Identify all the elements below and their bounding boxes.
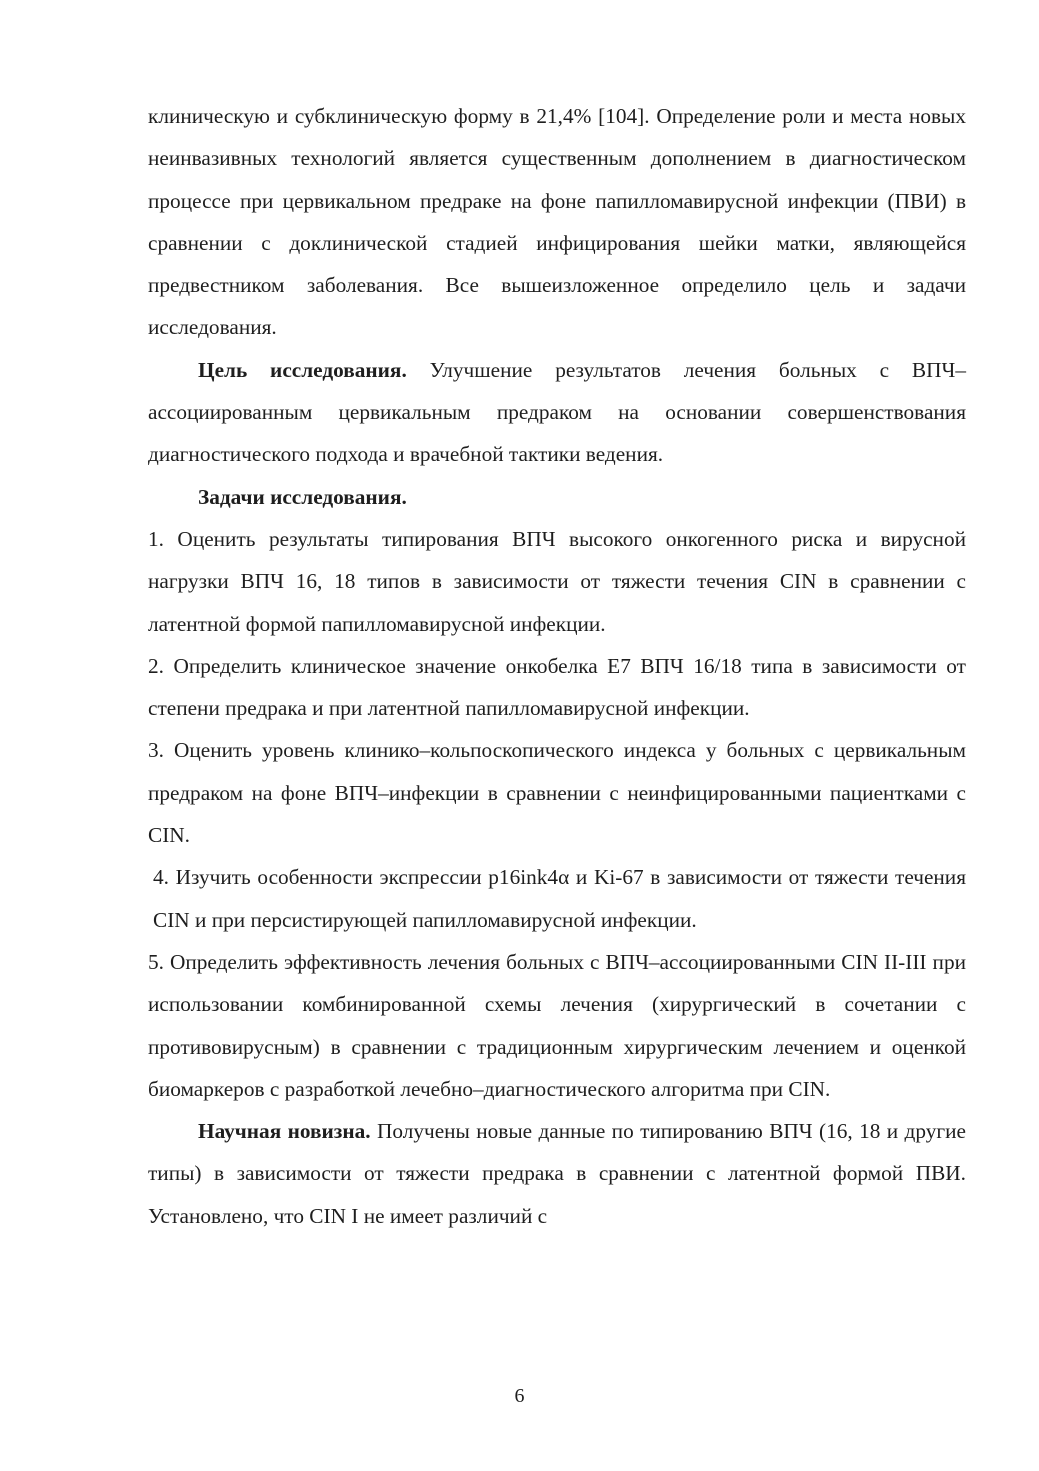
tasks-heading: Задачи исследования.	[198, 484, 407, 509]
goal-text: Улучшение результатов лечения больных с ВПЧ–ассоциированным цервикальным предраком на основании совершенствования диагностического подхода и врачебной тактики ведения.	[148, 357, 966, 467]
task-item-3: 3. Оценить уровень клинико–кольпоскопического индекса у больных с цервикальным предраком на фоне ВПЧ–инфекции в сравнении с неинфицированными пациентками с CIN.	[148, 738, 966, 848]
task-item-4: 4. Изучить особенности экспрессии p16ink4α и Ki-67 в зависимости от тяжести течения CIN и при персистирующей папилломавирусной инфекции.	[153, 865, 966, 932]
intro-paragraph: клиническую и субклиническую форму в 21,4% [104]. Определение роли и места новых неинвазивных технологий является существенным дополнением в диагностическом процессе при цервикальном предраке на фоне папилломавирусной инфекции (ПВИ) в сравнении с доклинической стадией инфицирования шейки матки, являющейся предвестником заболевания. Все вышеизложенное определило цель и задачи исследования.	[148, 104, 966, 340]
task-item-1: 1. Оценить результаты типирования ВПЧ высокого онкогенного риска и вирусной нагрузки ВПЧ 16, 18 типов в зависимости от тяжести течения CIN в сравнении с латентной формой папилломавирусной инфекции.	[148, 526, 966, 636]
goal-paragraph	[148, 349, 966, 476]
page-number: 6	[514, 1385, 525, 1407]
novelty-paragraph	[148, 1110, 966, 1237]
document-body	[148, 95, 966, 1237]
goal-heading: Цель исследования.	[198, 357, 407, 382]
tasks-heading-paragraph	[148, 476, 966, 518]
task-item-2: 2. Определить клиническое значение онкобелка Е7 ВПЧ 16/18 типа в зависимости от степени предрака и при латентной папилломавирусной инфекции.	[148, 653, 966, 721]
task-item-5: 5. Определить эффективность лечения больных с ВПЧ–ассоциированными CIN II-III при использовании комбинированной схемы лечения (хирургический в сочетании с противовирусным) в сравнении с традиционным хирургическим лечением и оценкой биомаркеров с разработкой лечебно–диагностического алгоритма при CIN.	[148, 949, 966, 1101]
novelty-heading: Научная новизна.	[198, 1119, 371, 1144]
novelty-text: Получены новые данные по типированию ВПЧ (16, 18 и другие типы) в зависимости от тяжести предрака в сравнении с латентной формой ПВИ. Установлено, что CIN I не имеет различий с	[148, 1119, 966, 1228]
